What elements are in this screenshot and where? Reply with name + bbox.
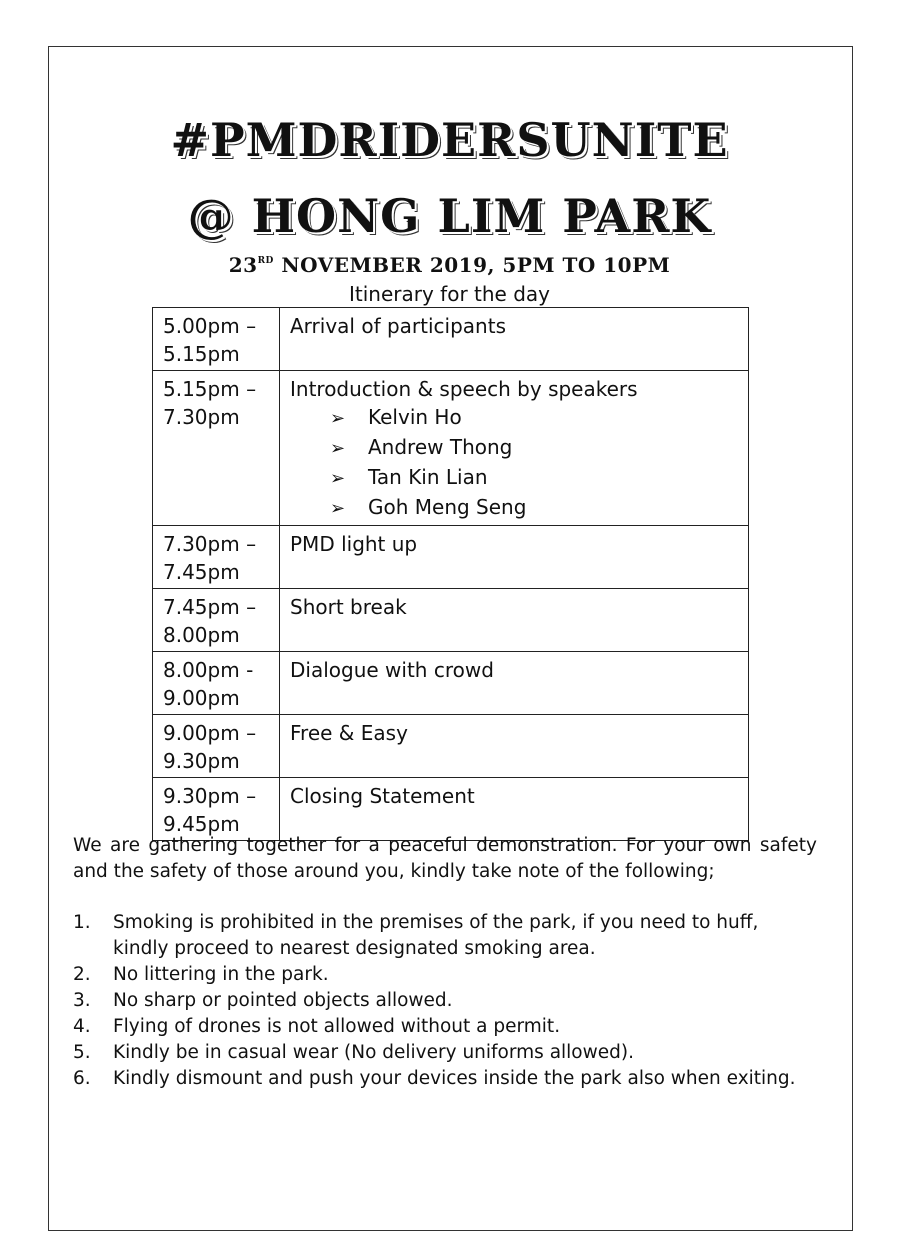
rule-text: No sharp or pointed objects allowed. [113,990,453,1011]
rule-number: 4. [73,1016,91,1037]
schedule-time: 9.00pm – 9.30pm [153,715,280,778]
list-item [73,962,817,988]
schedule-activity: Introduction & speech by speakers [290,377,638,401]
speaker-name: Andrew Thong [368,435,513,459]
rules-list [73,910,817,1092]
rule-number: 6. [73,1068,91,1089]
arrow-bullet-icon: ➢ [330,408,346,429]
schedule-time: 7.45pm – 8.00pm [153,589,280,652]
list-item [330,403,738,433]
schedule-activity-cell [280,589,749,652]
rule-text: Kindly be in casual wear (No delivery uniforms allowed). [113,1042,634,1063]
list-item [330,493,738,523]
table-row [153,778,749,841]
table-row [153,715,749,778]
speaker-name: Kelvin Ho [368,405,462,429]
schedule-activity: Short break [290,595,407,619]
schedule-activity: PMD light up [290,532,418,556]
list-item [330,463,738,493]
schedule-activity-cell [280,371,749,526]
rule-text: Kindly dismount and push your devices inside the park also when exiting. [113,1068,796,1089]
rule-text: No littering in the park. [113,964,329,985]
schedule-activity: Free & Easy [290,721,408,745]
speaker-name: Tan Kin Lian [368,465,488,489]
schedule-activity-cell [280,778,749,841]
list-item [73,1040,817,1066]
event-title: #PMDRIDERSUNITE [170,113,729,167]
event-location: @ HONG LIM PARK [187,189,712,243]
event-date: 23RD NOVEMBER 2019, 5PM TO 10PM [228,253,671,277]
speaker-list [290,403,738,523]
list-item [330,433,738,463]
arrow-bullet-icon: ➢ [330,438,346,459]
rule-number: 3. [73,990,91,1011]
schedule-activity: Arrival of participants [290,314,506,338]
itinerary-table [152,307,749,841]
rule-text: Smoking is prohibited in the premises of the park, if you need to huff, kindly proceed to nearest designated smoking area. [113,912,759,959]
rule-text: Flying of drones is not allowed without a permit. [113,1016,561,1037]
arrow-bullet-icon: ➢ [330,468,346,489]
schedule-time: 8.00pm - 9.00pm [153,652,280,715]
table-row [153,589,749,652]
schedule-time: 9.30pm – 9.45pm [153,778,280,841]
schedule-time: 7.30pm – 7.45pm [153,526,280,589]
list-item [73,1066,817,1092]
list-item [73,1014,817,1040]
table-row [153,308,749,371]
schedule-activity: Dialogue with crowd [290,658,494,682]
schedule-activity-cell [280,526,749,589]
schedule-activity-cell [280,652,749,715]
schedule-activity-cell [280,715,749,778]
list-item [73,988,817,1014]
schedule-time: 5.15pm – 7.30pm [153,371,280,526]
speaker-name: Goh Meng Seng [368,495,527,519]
schedule-activity-cell [280,308,749,371]
table-row [153,526,749,589]
rule-number: 1. [73,912,91,933]
arrow-bullet-icon: ➢ [330,498,346,519]
schedule-time: 5.00pm – 5.15pm [153,308,280,371]
schedule-activity: Closing Statement [290,784,475,808]
rule-number: 2. [73,964,91,985]
itinerary-heading: Itinerary for the day [349,282,550,306]
table-row [153,652,749,715]
table-row [153,371,749,526]
list-item [73,910,817,962]
rule-number: 5. [73,1042,91,1063]
intro-paragraph: We are gathering together for a peaceful demonstration. For your own safety and the safety of those around you, kindly take note of the following; [73,835,817,882]
